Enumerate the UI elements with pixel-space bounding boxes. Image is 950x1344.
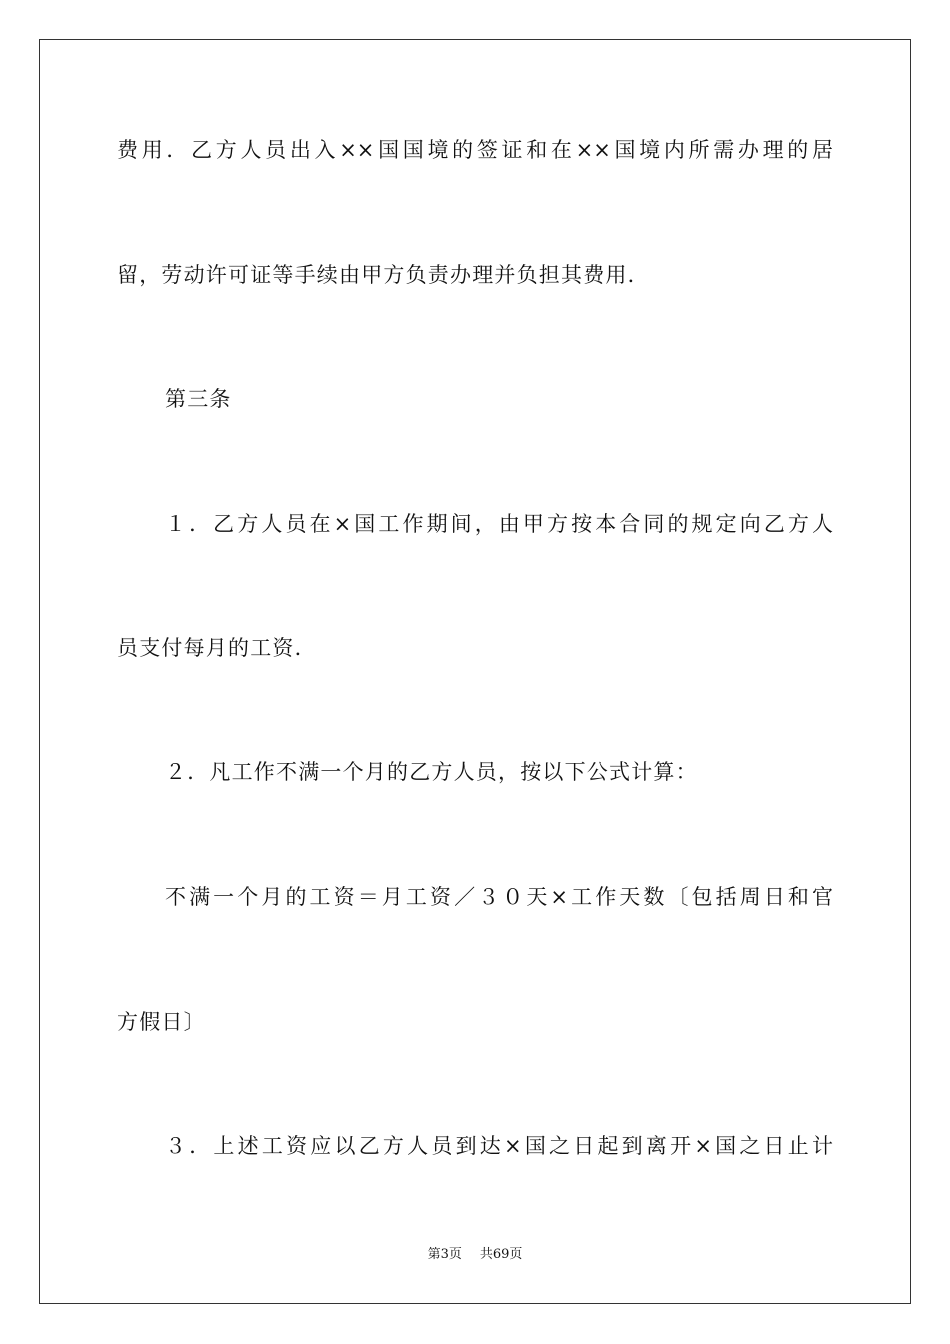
text-line-7: 方假日〕 [117, 1010, 206, 1034]
text-line-8: ３．上述工资应以乙方人员到达×国之日起到离开×国之日止计 [165, 1134, 833, 1158]
page-footer [0, 1246, 950, 1264]
text-line-5: ２．凡工作不满一个月的乙方人员，按以下公式计算： [165, 760, 698, 784]
text-line-6: 不满一个月的工资＝月工资／３０天×工作天数〔包括周日和官 [165, 885, 833, 909]
text-line-2: 留，劳动许可证等手续由甲方负责办理并负担其费用． [117, 263, 650, 287]
page-border [39, 39, 911, 1304]
text-line-1: 费用．乙方人员出入××国国境的签证和在××国境内所需办理的居 [117, 138, 833, 162]
text-line-4: 员支付每月的工资． [117, 636, 317, 660]
article-heading: 第三条 [165, 387, 232, 411]
text-line-3: １．乙方人员在×国工作期间，由甲方按本合同的规定向乙方人 [165, 512, 833, 536]
total-pages: 共69页 [479, 1247, 523, 1262]
page-number: 第3页 [427, 1247, 462, 1262]
